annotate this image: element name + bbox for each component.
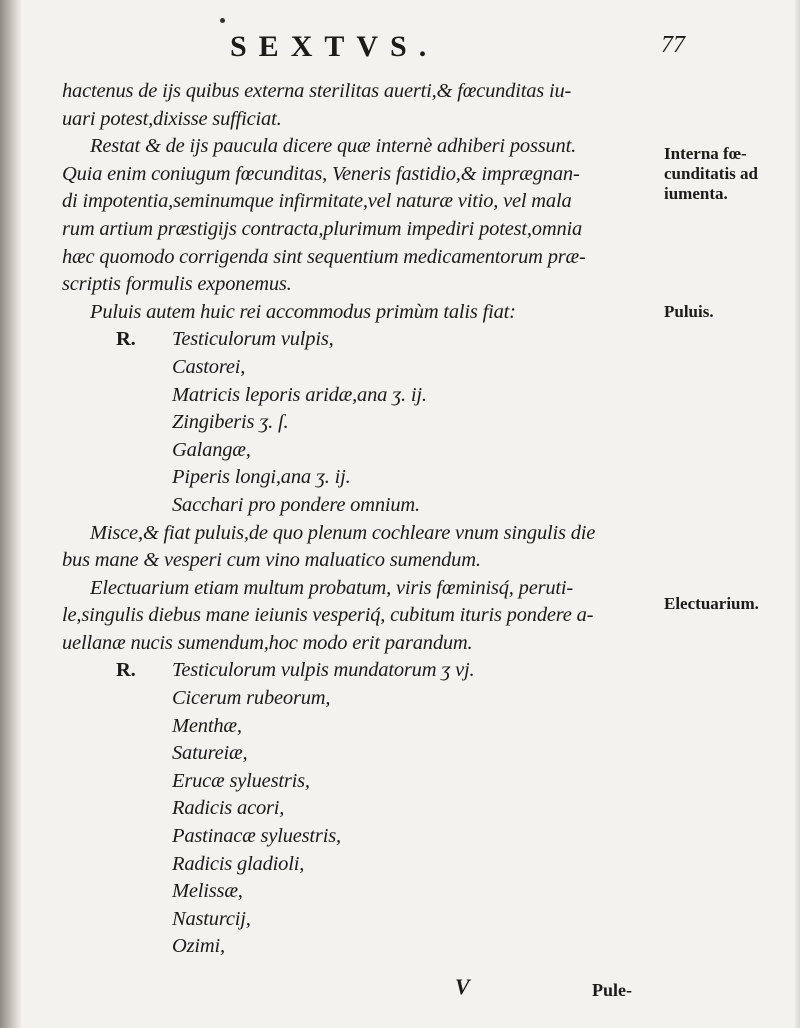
margin-note-interna-line1: Interna fœ- [664,144,747,163]
text-line [62,492,662,520]
text-line [62,906,662,934]
text-line-content: Matricis leporis aridæ,ana ʒ. ij. [172,383,427,406]
text-line [62,713,662,741]
text-line-content: Testiculorum vulpis, [172,328,334,351]
text-line-content: rum artium præstigijs contracta,plurimum impediri potest,omnia [62,217,583,240]
text-line-content: Ozimi, [172,935,225,958]
text-line-content: Puluis autem huic rei accommodus primùm talis fiat: [90,300,516,323]
ink-dot [220,18,225,23]
margin-note-interna-line3: iumenta. [664,184,728,203]
text-line-content: hæc quomodo corrigenda sint sequentium medicamentorum præ- [62,245,586,268]
text-line [62,795,662,823]
text-line-content: Melissæ, [172,880,243,903]
running-head: SEXTVS. [230,30,439,63]
text-line [62,878,662,906]
text-line [62,106,662,134]
text-line [62,575,662,603]
text-line-content: Piperis longi,ana ʒ. ij. [172,466,351,489]
text-line-content: bus mane & vesperi cum vino maluatico sumendum. [62,549,481,572]
catchword: Pule- [592,980,632,1000]
text-line-content: Quia enim coniugum fœcunditas, Veneris fastidio,& imprægnan- [62,162,580,185]
text-line [62,851,662,879]
text-line [62,768,662,796]
text-line [62,657,662,685]
text-line-content: Zingiberis ʒ. ſ. [172,411,289,434]
text-line [62,299,662,327]
text-line-content: le,singulis diebus mane ieiunis vesperiq́, cubitum ituris pondere a- [62,604,594,627]
text-line [62,685,662,713]
recipe-symbol: R. [116,328,136,351]
margin-note-interna [664,144,796,204]
book-gutter-shadow [0,0,22,1028]
text-line [62,326,662,354]
text-line-content: Sacchari pro pondere omnium. [172,493,420,516]
text-line [62,520,662,548]
text-line-content: Misce,& fiat puluis,de quo plenum cochleare vnum singulis die [90,521,596,544]
text-line-content: scriptis formulis exponemus. [62,273,292,296]
margin-note-puluis: Puluis. [664,302,714,321]
text-line [62,133,662,161]
text-line-content: Electuarium etiam multum probatum, viris fœminisq́, peruti- [90,576,574,599]
text-line [62,464,662,492]
text-line [62,823,662,851]
signature-mark: V [455,974,470,999]
text-line-content: Galangæ, [172,438,251,461]
text-line-content: Satureiæ, [172,742,248,765]
text-line-content: Radicis acori, [172,797,285,820]
text-line-content: Pastinacæ syluestris, [172,825,341,848]
text-line [62,188,662,216]
text-line [62,409,662,437]
text-line [62,244,662,272]
text-line [62,216,662,244]
text-line-content: Restat & de ijs paucula dicere quæ internè adhiberi possunt. [90,135,577,158]
text-line [62,354,662,382]
page-number: 77 [661,32,685,58]
text-line [62,547,662,575]
text-line-content: Menthæ, [172,714,242,737]
text-line-content: Castorei, [172,355,246,378]
main-text [62,78,662,961]
text-line [62,382,662,410]
text-line-content: di impotentia,seminumque infirmitate,vel naturæ vitio, vel mala [62,190,572,213]
recipe-symbol: R. [116,659,136,682]
text-line-content: uari potest,dixisse sufficiat. [62,107,282,130]
text-line-content: Testiculorum vulpis mundatorum ʒ vj. [172,659,475,682]
text-line-content: Erucæ syluestris, [172,769,310,792]
text-line-content: Nasturcij, [172,907,251,930]
text-line [62,740,662,768]
text-line-content: hactenus de ijs quibus externa sterilitas auerti,& fœcunditas iu- [62,80,572,102]
text-line-content: Radicis gladioli, [172,852,305,875]
margin-note-electuarium: Electuarium. [664,594,759,613]
text-line [62,933,662,961]
text-line [62,271,662,299]
page-header [230,30,685,66]
text-line-content: Cicerum rubeorum, [172,687,331,710]
text-line [62,437,662,465]
text-line [62,602,662,630]
text-line [62,161,662,189]
text-line-content: uellanæ nucis sumendum,hoc modo erit parandum. [62,631,473,654]
text-line [62,78,662,106]
margin-note-interna-line2: cunditatis ad [664,164,758,183]
text-line [62,630,662,658]
